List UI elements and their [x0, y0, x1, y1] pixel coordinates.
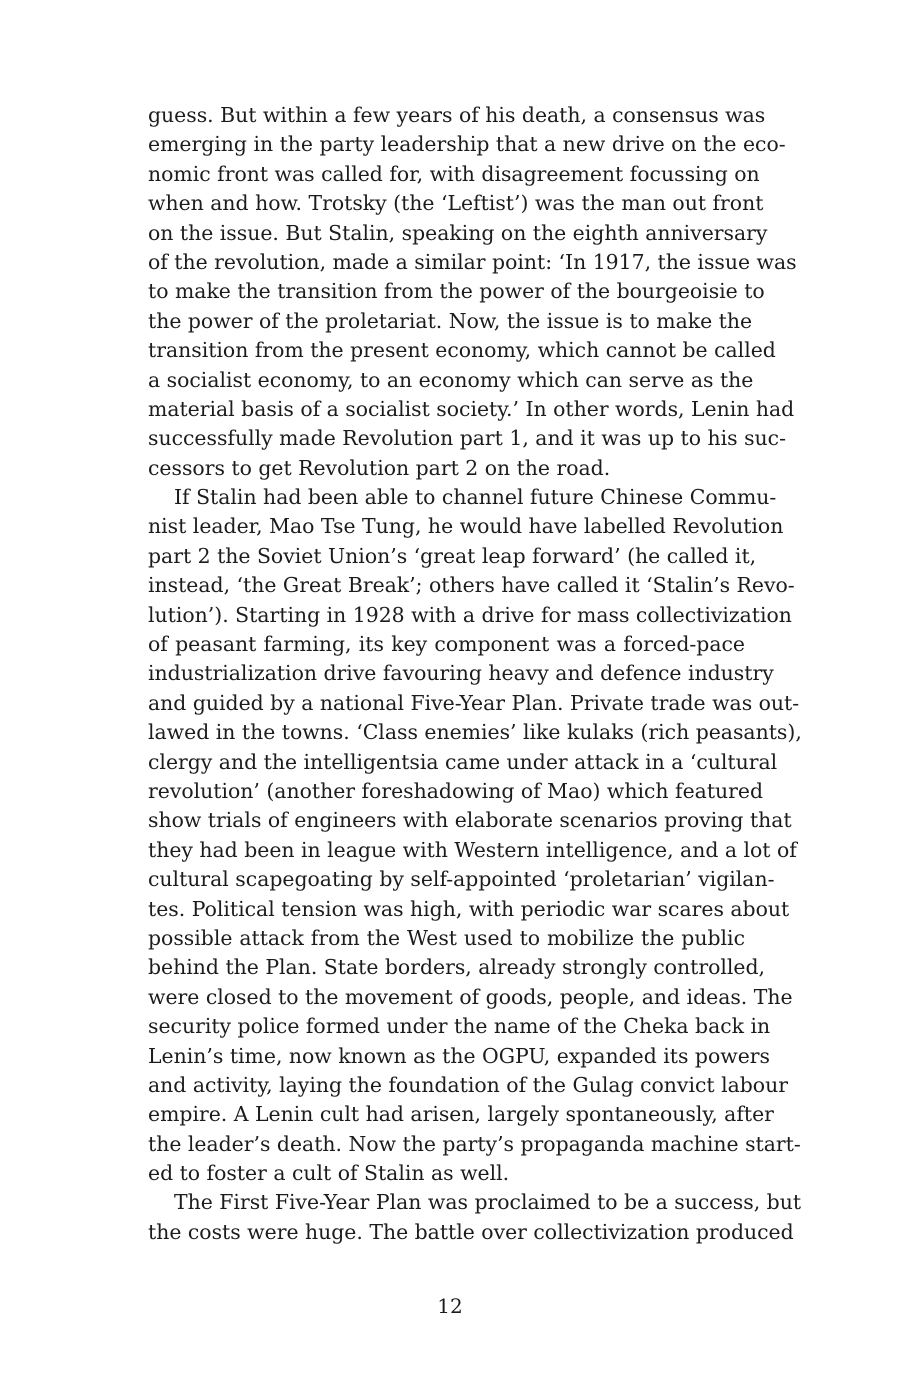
text-line: of the revolution, made a similar point: ‘In 1917, the issue was: [148, 249, 797, 274]
text-line: tes. Political tension was high, with periodic war scares about: [148, 896, 790, 921]
text-line: were closed to the movement of goods, people, and ideas. The: [148, 984, 793, 1009]
text-line: instead, ‘the Great Break’; others have called it ‘Stalin’s Revo-: [148, 573, 795, 598]
text-line: material basis of a socialist society.’ In other words, Lenin had: [148, 396, 795, 421]
text-line: the costs were huge. The battle over collectivization produced: [148, 1219, 794, 1244]
text-line: behind the Plan. State borders, already strongly controlled,: [148, 955, 766, 980]
text-line: nomic front was called for, with disagreement focussing on: [148, 161, 760, 186]
text-line: ed to foster a cult of Stalin as well.: [148, 1161, 510, 1186]
text-line: possible attack from the West used to mobilize the public: [148, 925, 745, 950]
text-line: guess. But within a few years of his death, a consensus was: [148, 103, 766, 127]
text-line: when and how. Trotsky (the ‘Leftist’) was the man out front: [148, 191, 764, 216]
text-line: cultural scapegoating by self-appointed ‘proletarian’ vigilan-: [148, 867, 775, 892]
text-line: transition from the present economy, which cannot be called: [148, 338, 776, 363]
text-line: and activity, laying the foundation of the Gulag convict labour: [148, 1072, 788, 1097]
text-line: they had been in league with Western intelligence, and a lot of: [148, 837, 797, 862]
text-line: clergy and the intelligentsia came under attack in a ‘cultural: [148, 749, 778, 774]
text-line: cessors to get Revolution part 2 on the road.: [148, 455, 611, 480]
text-line: successfully made Revolution part 1, and it was up to his suc-: [148, 426, 786, 451]
paragraph: [148, 1188, 802, 1247]
text-line: empire. A Lenin cult had arisen, largely spontaneously, after: [148, 1102, 774, 1127]
paragraph: [148, 101, 797, 483]
text-line: lution’). Starting in 1928 with a drive for mass collectivization: [148, 602, 792, 627]
paragraph: [148, 483, 802, 1188]
text-line: to make the transition from the power of the bourgeoisie to: [148, 279, 765, 304]
text-line: the leader’s death. Now the party’s propaganda machine start-: [148, 1131, 801, 1156]
text-line: part 2 the Soviet Union’s ‘great leap forward’ (he called it,: [148, 543, 757, 568]
page-number: 12: [437, 1294, 463, 1318]
text-line: emerging in the party leadership that a new drive on the eco-: [148, 132, 786, 157]
text-line: security police formed under the name of the Cheka back in: [148, 1014, 771, 1039]
text-line: If Stalin had been able to channel future Chinese Commu-: [174, 485, 777, 510]
text-line: on the issue. But Stalin, speaking on the eighth anniversary: [148, 220, 768, 245]
text-line: industrialization drive favouring heavy and defence industry: [148, 661, 774, 686]
text-line: lawed in the towns. ‘Class enemies’ like kulaks (rich peasants),: [148, 720, 802, 745]
text-line: the power of the proletariat. Now, the issue is to make the: [148, 308, 753, 333]
text-line: nist leader, Mao Tse Tung, he would have labelled Revolution: [148, 514, 784, 539]
text-line: revolution’ (another foreshadowing of Mao) which featured: [148, 778, 764, 803]
body-text: [148, 101, 802, 1247]
text-line: show trials of engineers with elaborate scenarios proving that: [148, 808, 792, 833]
text-line: and guided by a national Five-Year Plan. Private trade was out-: [148, 690, 800, 715]
text-line: of peasant farming, its key component was a forced-pace: [148, 632, 745, 657]
text-line: a socialist economy, to an economy which can serve as the: [148, 367, 754, 392]
text-line: The First Five-Year Plan was proclaimed to be a success, but: [174, 1190, 802, 1215]
text-line: Lenin’s time, now known as the OGPU, expanded its powers: [148, 1043, 770, 1068]
